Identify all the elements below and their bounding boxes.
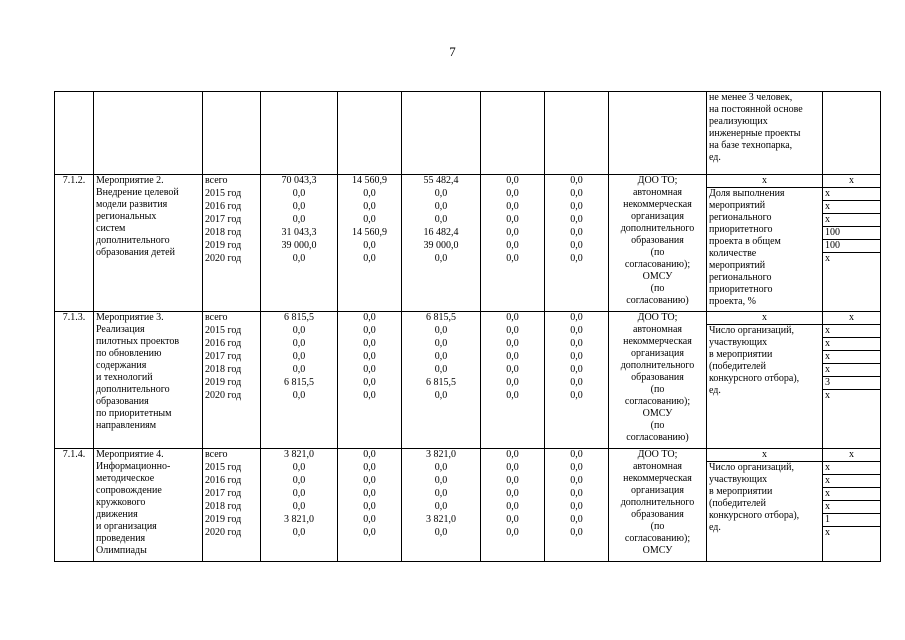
measure-name-line: кружкового [96,497,146,508]
funding-value: 0,0 [570,364,583,375]
indicator-value: 1 [823,514,880,527]
indicator-values [823,175,881,312]
indicator-top: x [707,449,822,462]
funding-value: 0,0 [570,449,583,460]
executor-line: (по [650,420,665,431]
indicator-value: x [825,390,830,401]
measure-name-line: образования детей [96,247,175,258]
funding-value: 0,0 [363,214,376,225]
funding-value: 0,0 [570,214,583,225]
funding-value: 3 821,0 [284,514,314,525]
funding-value: 0,0 [292,390,306,401]
funding-value: 0,0 [434,325,448,336]
funding-c4 [481,175,545,312]
funding-value: 0,0 [570,527,583,538]
year-label: 2016 год [205,201,242,212]
executor-line: ОМСУ [642,408,673,419]
funding-value: 0,0 [363,338,376,349]
funding-value: 0,0 [506,240,519,251]
executor-line: образования [631,509,684,520]
measure-name [94,312,203,449]
funding-value: 6 815,5 [284,377,314,388]
funding-c2 [338,312,402,449]
funding-value: 0,0 [292,475,306,486]
indicator [707,312,823,449]
funding-value: 0,0 [363,390,376,401]
funding-c5 [545,175,609,312]
funding-value: 0,0 [363,253,376,264]
measure-name-line: проведения [96,533,146,544]
funding-value: 3 821,0 [426,514,456,525]
indicator-line: Доля выполнения [709,188,785,199]
funding-value: 0,0 [292,214,306,225]
year-labels [203,449,261,562]
text-line: на базе технопарка, [709,140,793,151]
funding-value: 55 482,4 [423,175,459,186]
executor-line: дополнительного [620,360,695,371]
funding-value: 0,0 [506,514,519,525]
funding-value: 0,0 [434,214,448,225]
indicator-value: x [823,201,880,214]
value-top: x [823,312,880,325]
indicator-line: ед. [709,385,721,396]
executor-line: согласованию); [624,396,691,407]
executor-line: дополнительного [620,497,695,508]
indicator-line: ед. [709,522,721,533]
year-label: 2018 год [205,501,242,512]
indicator-line: (победителей [709,361,766,372]
indicator-line: конкурсного отбора), [709,373,800,384]
executor-line: организация [631,211,684,222]
funding-value: 0,0 [363,351,376,362]
text-line: на постоянной основе [709,104,803,115]
executor-line: организация [631,348,684,359]
indicator-value: x [823,501,880,514]
indicator-line: мероприятий [709,200,766,211]
measure-name-line: Информационно- [96,461,171,472]
measure-name-line: сопровождение [96,485,162,496]
funding-value: 70 043,3 [281,175,317,186]
indicator [707,449,823,562]
executor-line: согласованию) [626,295,689,306]
funding-value: 0,0 [506,312,519,323]
executor [609,449,707,562]
funding-value: 0,0 [292,462,306,473]
year-label: всего [205,449,228,460]
indicator-line: участвующих [709,337,768,348]
indicator-value: x [823,462,880,475]
executor-line: организация [631,485,684,496]
text-line: не менее 3 человек, [709,92,793,103]
year-label: 2019 год [205,514,242,525]
funding-value: 6 815,5 [284,312,314,323]
funding-value: 0,0 [434,253,448,264]
year-label: 2020 год [205,390,242,401]
page-number: 7 [449,44,456,59]
funding-value: 0,0 [292,364,306,375]
funding-value: 0,0 [292,253,306,264]
year-label: 2015 год [205,462,242,473]
funding-value: 0,0 [506,253,519,264]
funding-value: 39 000,0 [423,240,459,251]
measure-name-line: Олимпиады [96,545,147,556]
funding-value: 0,0 [506,475,519,486]
funding-c1 [261,312,338,449]
funding-value: 0,0 [506,188,519,199]
funding-value: 0,0 [570,475,583,486]
funding-value: 0,0 [570,390,583,401]
executor-line: автономная [632,187,683,198]
year-label: 2019 год [205,377,242,388]
measure-number: 7.1.4. [55,449,94,562]
funding-value: 0,0 [570,325,583,336]
indicator-line: конкурсного отбора), [709,510,800,521]
funding-value: 0,0 [434,475,448,486]
year-label: 2017 год [205,214,242,225]
funding-value: 0,0 [434,501,448,512]
funding-value: 0,0 [363,325,376,336]
funding-value: 0,0 [506,501,519,512]
funding-c3 [402,312,481,449]
funding-value: 0,0 [363,312,376,323]
indicator-line: Число организаций, [709,462,794,473]
funding-c3 [402,175,481,312]
indicator-value: x [823,188,880,201]
funding-c5 [545,312,609,449]
measure-name-line: содержания [96,360,147,371]
executor-line: согласованию) [626,432,689,443]
year-label: всего [205,175,228,186]
funding-value: 0,0 [363,201,376,212]
text-line: инженерные проекты [709,128,801,139]
funding-value: 0,0 [506,325,519,336]
funding-value: 14 560,9 [352,227,387,238]
funding-value: 0,0 [292,201,306,212]
funding-value: 39 000,0 [281,240,317,251]
executor-line: (по [650,521,665,532]
executor [609,175,707,312]
indicator-line: приоритетного [709,284,773,295]
indicator-value: x [823,488,880,501]
text-line: реализующих [709,116,768,127]
measure-name-line: и технологий [96,372,153,383]
funding-value: 0,0 [292,338,306,349]
executor-line: образования [631,372,684,383]
funding-value: 0,0 [434,462,448,473]
funding-value: 0,0 [292,325,306,336]
measure-name-line: дополнительного [96,384,170,395]
year-label: 2015 год [205,325,242,336]
executor-line: (по [650,384,665,395]
executor-line: (по [650,283,665,294]
year-label: 2019 год [205,240,242,251]
executor-line: автономная [632,461,683,472]
executor-line: автономная [632,324,683,335]
funding-c4 [481,449,545,562]
executor-line: ДОО ТО; [637,449,678,460]
funding-value: 0,0 [506,214,519,225]
indicator-value: 3 [823,377,880,390]
indicator-line: количестве [709,248,757,259]
indicator-value: x [823,214,880,227]
year-label: 2015 год [205,188,242,199]
funding-value: 0,0 [506,449,519,460]
year-label: 2020 год [205,253,242,264]
funding-value: 0,0 [570,351,583,362]
funding-value: 0,0 [434,390,448,401]
executor-line: образования [631,235,684,246]
funding-value: 6 815,5 [426,312,456,323]
funding-value: 0,0 [506,488,519,499]
funding-value: 0,0 [570,501,583,512]
funding-value: 0,0 [570,338,583,349]
continuation-row [55,92,881,175]
year-label: 2018 год [205,227,242,238]
measure-name [94,175,203,312]
year-label: 2016 год [205,338,242,349]
executor-line: согласованию); [624,533,691,544]
year-label: всего [205,312,228,323]
indicator-line: приоритетного [709,224,773,235]
funding-value: 0,0 [363,462,376,473]
funding-value: 0,0 [292,351,306,362]
indicator-line: регионального [709,212,772,223]
funding-value: 0,0 [570,175,583,186]
funding-c2 [338,449,402,562]
funding-value: 0,0 [434,364,448,375]
funding-c1 [261,449,338,562]
indicator-top: x [707,312,822,325]
funding-value: 0,0 [292,527,306,538]
funding-value: 0,0 [506,351,519,362]
funding-value: 0,0 [363,364,376,375]
funding-value: 0,0 [506,364,519,375]
funding-value: 14 560,9 [352,175,387,186]
measure-number: 7.1.3. [55,312,94,449]
measure-name-line: Мероприятие 4. [96,449,164,460]
indicator-value: x [823,364,880,377]
funding-value: 16 482,4 [423,227,459,238]
measure-name-line: региональных [96,211,157,222]
indicator-value: x [825,527,830,538]
indicator-line: проекта в общем [709,236,781,247]
funding-value: 0,0 [434,488,448,499]
funding-value: 0,0 [434,527,448,538]
funding-value: 0,0 [570,201,583,212]
measure-name-line: Мероприятие 3. [96,312,164,323]
funding-value: 3 821,0 [426,449,456,460]
funding-value: 0,0 [292,188,306,199]
funding-c2 [338,175,402,312]
measure-name-line: дополнительного [96,235,170,246]
indicator-line: участвующих [709,474,768,485]
funding-c4 [481,312,545,449]
indicator-line: Число организаций, [709,325,794,336]
indicator-value: x [823,475,880,488]
funding-value: 0,0 [570,188,583,199]
executor-line: некоммерческая [623,473,692,484]
funding-value: 0,0 [506,175,519,186]
funding-value: 0,0 [434,201,448,212]
measure-name-line: Внедрение целевой [96,187,179,198]
funding-value: 0,0 [506,527,519,538]
funding-value: 3 821,0 [284,449,314,460]
executor-line: некоммерческая [623,336,692,347]
indicator-value: x [823,338,880,351]
indicator-value: 100 [823,227,880,240]
measure-name-line: направлениям [96,420,157,431]
indicator-value: x [823,325,880,338]
measure-name-line: Реализация [96,324,145,335]
funding-c5 [545,449,609,562]
executor-line: (по [650,247,665,258]
measure-name-line: образования [96,396,149,407]
indicator-line: регионального [709,272,772,283]
indicator-value: x [825,253,830,264]
executor-line: некоммерческая [623,199,692,210]
measure-name-line: пилотных проектов [96,336,180,347]
funding-value: 0,0 [506,390,519,401]
funding-c1 [261,175,338,312]
measure-name-line: по приоритетным [96,408,172,419]
indicator-line: мероприятий [709,260,766,271]
funding-value: 0,0 [570,240,583,251]
executor-line: дополнительного [620,223,695,234]
funding-c3 [402,449,481,562]
executor [609,312,707,449]
measure-name-line: модели развития [96,199,168,210]
executor-line: ОМСУ [642,271,673,282]
indicator-line: в мероприятии [709,349,773,360]
year-label: 2018 год [205,364,242,375]
measure-number: 7.1.2. [55,175,94,312]
value-top: x [823,175,880,188]
indicator-value: x [823,351,880,364]
measure-row [55,449,881,562]
funding-value: 0,0 [570,253,583,264]
funding-value: 0,0 [506,227,519,238]
year-label: 2020 год [205,527,242,538]
funding-value: 0,0 [570,227,583,238]
funding-value: 0,0 [506,201,519,212]
funding-value: 0,0 [363,527,376,538]
funding-value: 0,0 [292,488,306,499]
funding-value: 0,0 [363,449,376,460]
funding-value: 0,0 [363,475,376,486]
indicator-line: проекта, % [709,296,756,307]
measure-row [55,175,881,312]
indicator-value: 100 [823,240,880,253]
executor-line: ОМСУ [642,545,673,556]
indicator-line: (победителей [709,498,766,509]
funding-value: 0,0 [434,351,448,362]
measure-name-line: Мероприятие 2. [96,175,164,186]
executor-line: ДОО ТО; [637,175,678,186]
funding-value: 31 043,3 [281,227,317,238]
funding-value: 0,0 [570,488,583,499]
year-label: 2016 год [205,475,242,486]
indicator-line: в мероприятии [709,486,773,497]
funding-value: 0,0 [506,377,519,388]
funding-value: 0,0 [570,377,583,388]
funding-value: 0,0 [506,338,519,349]
measure-name-line: движения [96,509,138,520]
year-label: 2017 год [205,351,242,362]
executor-line: согласованию); [624,259,691,270]
funding-value: 0,0 [363,501,376,512]
measure-name [94,449,203,562]
funding-value: 0,0 [363,240,376,251]
year-labels [203,175,261,312]
funding-value: 0,0 [363,377,376,388]
funding-value: 0,0 [570,462,583,473]
funding-value: 0,0 [506,462,519,473]
text-line: ед. [709,152,721,163]
year-label: 2017 год [205,488,242,499]
indicator-values [823,312,881,449]
funding-value: 0,0 [570,312,583,323]
funding-value: 0,0 [363,488,376,499]
measure-name-line: систем [96,223,126,234]
year-labels [203,312,261,449]
measure-row [55,312,881,449]
measure-name-line: и организация [96,521,157,532]
measure-name-line: по обновлению [96,348,162,359]
continued-indicator-text [707,92,823,175]
indicator-top: x [707,175,822,188]
funding-value: 0,0 [363,514,376,525]
measures-table [54,91,881,562]
indicator [707,175,823,312]
executor-line: ДОО ТО; [637,312,678,323]
funding-value: 6 815,5 [426,377,456,388]
value-top: x [823,449,880,462]
funding-value: 0,0 [292,501,306,512]
funding-value: 0,0 [570,514,583,525]
measure-name-line: методическое [96,473,155,484]
funding-value: 0,0 [363,188,376,199]
indicator-values [823,449,881,562]
funding-value: 0,0 [434,338,448,349]
funding-value: 0,0 [434,188,448,199]
